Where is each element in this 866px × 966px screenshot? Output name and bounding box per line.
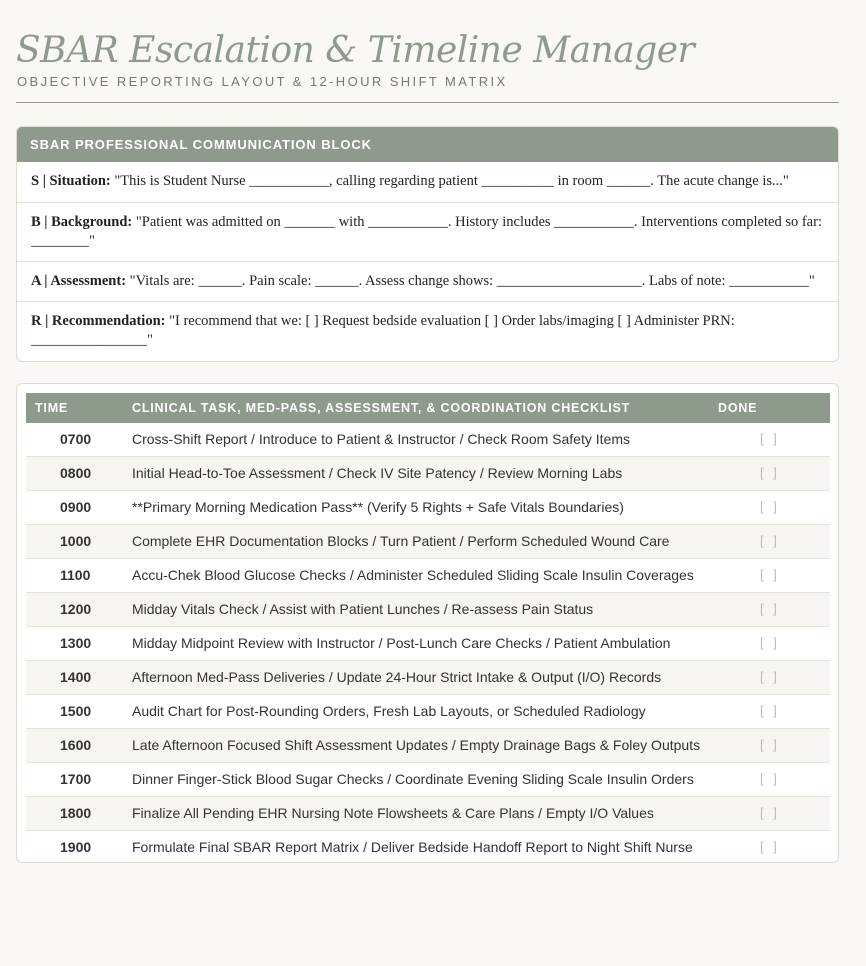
checklist-header	[26, 393, 830, 423]
row-task: Midday Vitals Check / Assist with Patient Lunches / Re-assess Pain Status	[132, 601, 594, 617]
row-task: Accu-Chek Blood Glucose Checks / Administer Scheduled Sliding Scale Insulin Coverages	[132, 567, 694, 583]
assessment-label: A | Assessment:	[31, 273, 127, 289]
table-row	[26, 627, 830, 661]
background-label: B | Background:	[31, 214, 133, 230]
table-row	[26, 457, 830, 491]
recommendation-text: "I recommend that we: [ ] Request bedside evaluation [ ] Order labs/imaging [ ] Administer PRN: ________________"	[31, 313, 735, 348]
header-divider	[16, 102, 839, 103]
row-task: Afternoon Med-Pass Deliveries / Update 24-Hour Strict Intake & Output (I/O) Records	[132, 669, 662, 685]
done-checkbox[interactable]: [ ]	[760, 533, 780, 548]
table-row	[26, 831, 830, 863]
row-time: 1300	[60, 635, 92, 651]
page-title: SBAR Escalation & Timeline Manager	[16, 30, 695, 71]
row-task: **Primary Morning Medication Pass** (Verify 5 Rights + Safe Vitals Boundaries)	[132, 499, 624, 515]
row-time: 1100	[60, 567, 91, 583]
checklist-rows	[26, 423, 830, 863]
sbar-situation	[17, 162, 838, 202]
table-row	[26, 763, 830, 797]
sbar-recommendation	[17, 301, 838, 360]
done-checkbox[interactable]: [ ]	[760, 805, 780, 820]
row-time: 0900	[60, 499, 92, 515]
done-checkbox[interactable]: [ ]	[760, 567, 780, 582]
row-time: 1900	[60, 839, 92, 855]
checklist-card	[16, 383, 839, 863]
situation-label: S | Situation:	[31, 173, 111, 189]
col-task-header: CLINICAL TASK, MED-PASS, ASSESSMENT, & COORDINATION CHECKLIST	[132, 401, 631, 415]
col-time-header: TIME	[35, 401, 69, 415]
row-time: 1600	[60, 737, 92, 753]
done-checkbox[interactable]: [ ]	[760, 703, 780, 718]
done-checkbox[interactable]: [ ]	[760, 737, 780, 752]
done-checkbox[interactable]: [ ]	[760, 499, 780, 514]
col-done-header: DONE	[718, 401, 758, 415]
row-task: Initial Head-to-Toe Assessment / Check IV Site Patency / Review Morning Labs	[132, 465, 623, 481]
row-task: Complete EHR Documentation Blocks / Turn Patient / Perform Scheduled Wound Care	[132, 533, 670, 549]
table-row	[26, 423, 830, 457]
row-time: 0800	[60, 465, 92, 481]
table-row	[26, 559, 830, 593]
row-task: Cross-Shift Report / Introduce to Patient & Instructor / Check Room Safety Items	[132, 431, 630, 447]
table-row	[26, 491, 830, 525]
assessment-text: "Vitals are: ______. Pain scale: ______. Assess change shows: ____________________. Labs of note: ___________"	[129, 273, 815, 289]
recommendation-label: R | Recommendation:	[31, 313, 166, 329]
page-subtitle: OBJECTIVE REPORTING LAYOUT & 12-HOUR SHIFT MATRIX	[17, 74, 508, 89]
row-task: Dinner Finger-Stick Blood Sugar Checks / Coordinate Evening Sliding Scale Insulin Orders	[132, 771, 694, 787]
sbar-assessment	[17, 261, 838, 301]
background-text: "Patient was admitted on _______ with ___________. History includes ___________. Interventions completed so far: ________"	[31, 214, 822, 249]
row-task: Formulate Final SBAR Report Matrix / Deliver Bedside Handoff Report to Night Shift Nurse	[132, 839, 693, 855]
sbar-heading: SBAR PROFESSIONAL COMMUNICATION BLOCK	[17, 127, 838, 162]
done-checkbox[interactable]: [ ]	[760, 601, 780, 616]
row-time: 0700	[60, 431, 92, 447]
table-row	[26, 797, 830, 831]
table-row	[26, 525, 830, 559]
table-row	[26, 695, 830, 729]
row-time: 1500	[60, 703, 92, 719]
row-time: 1000	[60, 533, 92, 549]
row-time: 1400	[60, 669, 92, 685]
done-checkbox[interactable]: [ ]	[760, 839, 780, 854]
row-task: Finalize All Pending EHR Nursing Note Flowsheets & Care Plans / Empty I/O Values	[132, 805, 654, 821]
row-task: Midday Midpoint Review with Instructor / Post-Lunch Care Checks / Patient Ambulation	[132, 635, 671, 651]
row-time: 1200	[60, 601, 92, 617]
table-row	[26, 729, 830, 763]
table-row	[26, 593, 830, 627]
sbar-background	[17, 202, 838, 261]
sbar-block	[16, 126, 839, 362]
done-checkbox[interactable]: [ ]	[760, 771, 780, 786]
done-checkbox[interactable]: [ ]	[760, 669, 780, 684]
row-task: Audit Chart for Post-Rounding Orders, Fresh Lab Layouts, or Scheduled Radiology	[132, 703, 646, 719]
done-checkbox[interactable]: [ ]	[760, 431, 780, 446]
row-task: Late Afternoon Focused Shift Assessment Updates / Empty Drainage Bags & Foley Outputs	[132, 737, 701, 753]
table-row	[26, 661, 830, 695]
done-checkbox[interactable]: [ ]	[760, 465, 780, 480]
row-time: 1700	[60, 771, 92, 787]
done-checkbox[interactable]: [ ]	[760, 635, 780, 650]
row-time: 1800	[60, 805, 92, 821]
situation-text: "This is Student Nurse ___________, calling regarding patient __________ in room ______. The acute change is..."	[114, 173, 789, 189]
